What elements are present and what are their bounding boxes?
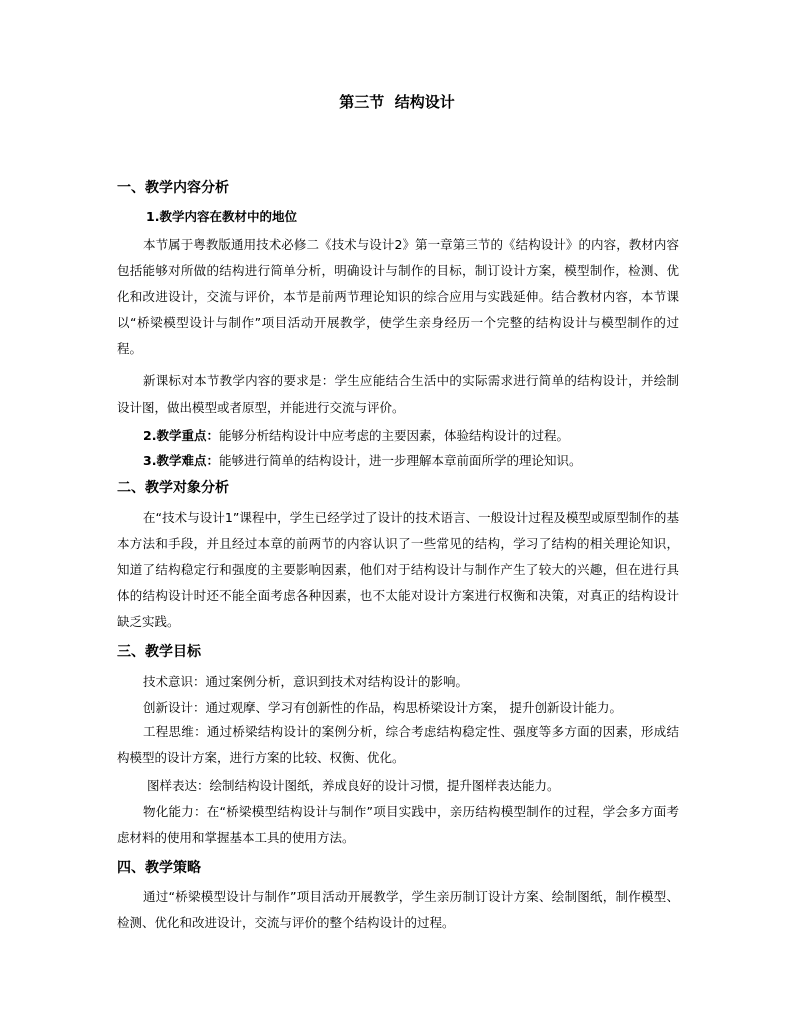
goal-materialization-ability: 物化能力：在“桥梁模型结构设计与制作”项目实践中，亲历结构模型制作的过程，学会多方面考虑材料的使用和掌握基本工具的使用方法。: [117, 804, 679, 845]
teaching-difficulty: [143, 451, 581, 471]
goal-innovative-design: 创新设计：通过观摩、学习有创新性的作品，构思桥梁设计方案， 提升创新设计能力。: [143, 700, 622, 715]
goal-technical-awareness: 技术意识：通过案例分析，意识到技术对结构设计的影响。: [143, 674, 469, 689]
page-title: 第三节 结构设计: [339, 93, 455, 111]
key-point-text: 能够分析结构设计中应考虑的主要因素，体验结构设计的过程。: [218, 428, 569, 443]
paragraph-teaching-strategy: 通过“桥梁模型设计与制作”项目活动开展教学，学生亲历制订设计方案、绘制图纸，制作模型、检测、优化和改进设计，交流与评价的整个结构设计的过程。: [117, 889, 679, 930]
paragraph-textbook-position: 本节属于粤教版通用技术必修二《技术与设计2》第一章第三节的《结构设计》的内容，教材内容包括能够对所做的结构进行简单分析，明确设计与制作的目标，制订设计方案，模型制作，检测、优化和改进设计，交流与评价，本节是前两节理论知识的综合应用与实践延伸。结合教材内容，本节课以“桥梁模型设计与制作”项目活动开展教学，使学生亲身经历一个完整的结构设计与模型制作的过程。: [117, 237, 679, 356]
section-heading-content-analysis: 一、教学内容分析: [117, 180, 229, 196]
difficulty-text: 能够进行简单的结构设计，进一步理解本章前面所学的理论知识。: [218, 453, 582, 468]
section-heading-student-analysis: 二、教学对象分析: [117, 480, 229, 496]
key-point-label: 2.教学重点：: [143, 428, 219, 443]
goal-engineering-thinking: 工程思维：通过桥梁结构设计的案例分析，综合考虑结构稳定性、强度等多方面的因素，形成结构模型的设计方案，进行方案的比较、权衡、优化。: [117, 724, 679, 765]
section-heading-teaching-strategy: 四、教学策略: [117, 860, 201, 876]
section-heading-teaching-goals: 三、教学目标: [117, 644, 201, 660]
subheading-position-in-textbook: 1.教学内容在教材中的地位: [146, 209, 297, 224]
teaching-key-point: [143, 426, 569, 446]
difficulty-label: 3.教学难点：: [143, 453, 219, 468]
paragraph-student-analysis: 在“技术与设计1”课程中，学生已经学过了设计的技术语言、一般设计过程及模型或原型制作的基本方法和手段，并且经过本章的前两节的内容认识了一些常见的结构，学习了结构的相关理论知识，知道了结构稳定行和强度的主要影响因素，他们对于结构设计与制作产生了较大的兴趣，但在进行具体的结构设计时还不能全面考虑各种因素，也不太能对设计方案进行权衡和决策，对真正的结构设计缺乏实践。: [117, 510, 679, 629]
goal-graphic-expression: 图样表达：绘制结构设计图纸，养成良好的设计习惯，提升图样表达能力。: [147, 778, 560, 793]
paragraph-curriculum-requirement: 新课标对本节教学内容的要求是：学生应能结合生活中的实际需求进行简单的结构设计，并绘制设计图，做出模型或者原型，并能进行交流与评价。: [117, 373, 679, 415]
